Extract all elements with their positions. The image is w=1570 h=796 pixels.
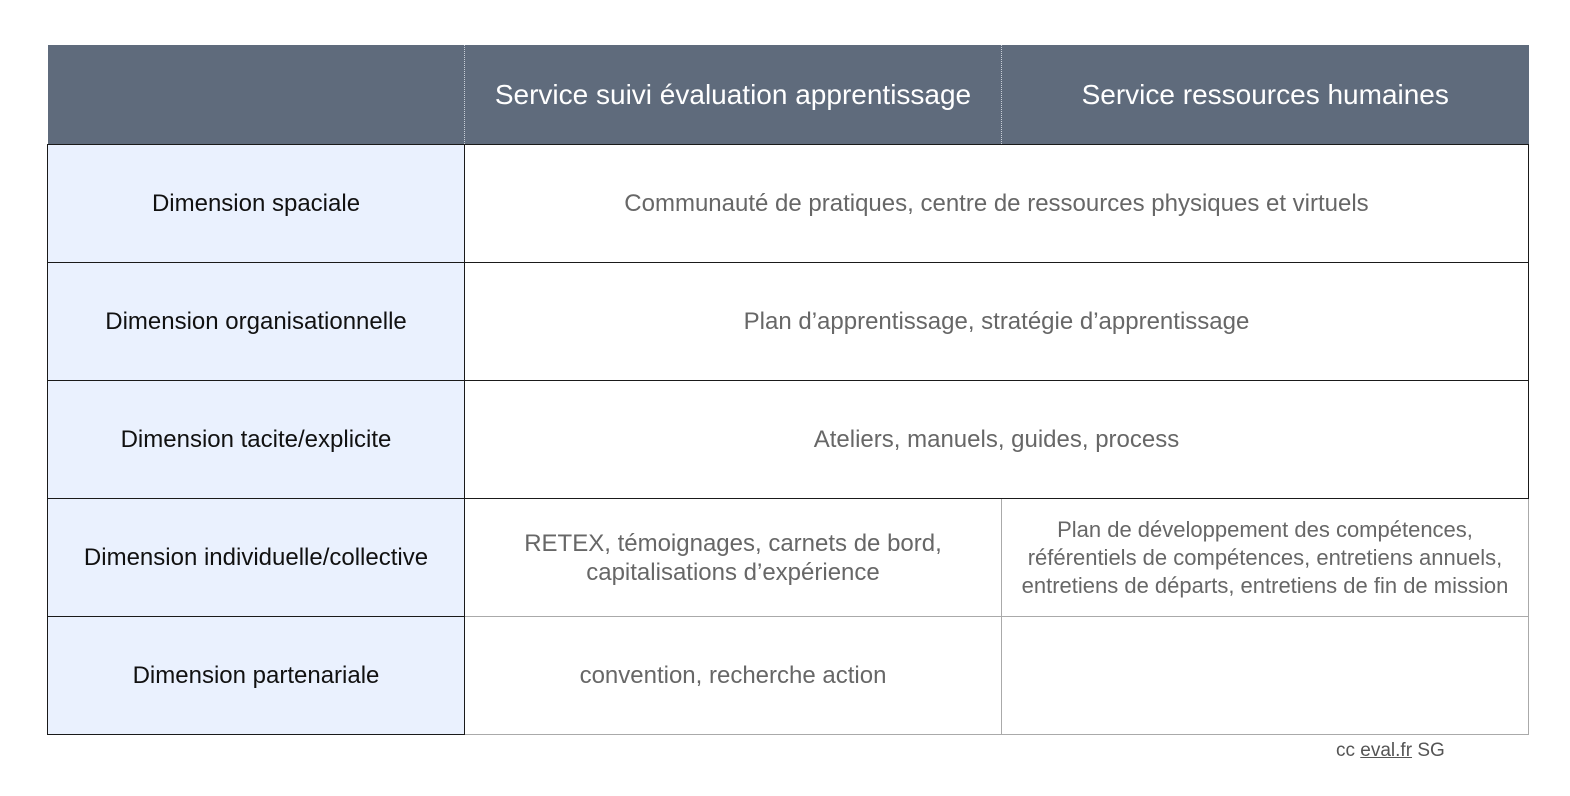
header-row [48, 45, 1529, 145]
cell-partenariale-rh [1002, 617, 1529, 735]
cell-individuelle-suivi [465, 499, 1002, 617]
header-empty-cell [48, 45, 465, 145]
credit-prefix: cc [1336, 740, 1355, 761]
merged-cell-tacite-explicite: Ateliers, manuels, guides, process [465, 381, 1529, 499]
cell-line: Plan de développement des compétences, [1057, 516, 1473, 542]
row-label-tacite-explicite: Dimension tacite/explicite [48, 381, 465, 499]
row-label-individuelle-collective: Dimension individuelle/collective [48, 499, 465, 617]
row-label-organisationnelle: Dimension organisationnelle [48, 263, 465, 381]
table-row [48, 617, 1529, 735]
table-row [48, 263, 1529, 381]
credit-line [1336, 740, 1445, 762]
table-row [48, 499, 1529, 617]
cell-line: capitalisations d’expérience [586, 558, 880, 586]
credit-link[interactable]: eval.fr [1360, 740, 1413, 761]
merged-cell-spaciale: Communauté de pratiques, centre de ressources physiques et virtuels [465, 145, 1529, 263]
header-service-ressources-humaines: Service ressources humaines [1002, 45, 1529, 145]
merged-cell-organisationnelle: Plan d’apprentissage, stratégie d’apprentissage [465, 263, 1529, 381]
cell-individuelle-rh [1002, 499, 1529, 617]
cell-line: référentiels de compétences, entretiens annuels, [1027, 544, 1503, 570]
table-row [48, 381, 1529, 499]
table-row [48, 145, 1529, 263]
row-label-spaciale: Dimension spaciale [48, 145, 465, 263]
cell-partenariale-suivi: convention, recherche action [465, 617, 1002, 735]
row-label-partenariale: Dimension partenariale [48, 617, 465, 735]
dimensions-table [47, 45, 1529, 735]
header-service-suivi-evaluation: Service suivi évaluation apprentissage [465, 45, 1002, 145]
cell-line: RETEX, témoignages, carnets de bord, [524, 529, 942, 557]
credit-suffix: SG [1417, 740, 1445, 761]
cell-line: entretiens de départs, entretiens de fin de mission [1021, 572, 1509, 598]
